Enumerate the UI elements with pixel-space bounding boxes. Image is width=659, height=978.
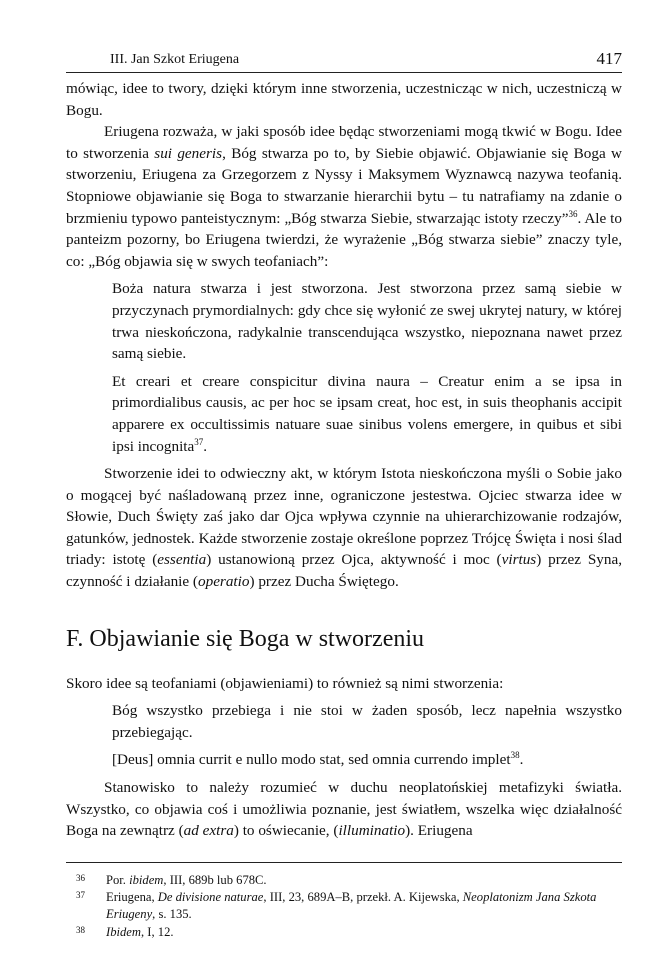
paragraph: Stworzenie idei to odwieczny akt, w którym Istota nieskończona myśli o Sobie jako o mogącej być naśladowaną przez inne, ograniczone jestestwa. Ojciec stwarza idee w Słowie, Duch Święty zaś jako dar Ojca wpływa czynnie na uhierarchizowanie rodzajów, gatunków, jednostek. Każde stworzenie zostaje określone poprzez Trójcę Święta i nosi ślad triady: istotę (essentia) ustanowioną przez Ojca, aktywność i moc (virtus) przez Syna, czynność i działanie (operatio) przez Ducha Świętego. — [66, 465, 623, 591]
block-quote: Bóg wszystko przebiega i nie stoi w żaden sposób, lecz napełnia wszystko przebiegając. — [112, 702, 622, 741]
footnotes — [66, 872, 622, 941]
block-quote-latin: [Deus] omnia currit e nullo modo stat, sed omnia currendo implet$^{38}$. — [112, 750, 524, 769]
paragraph: Eriugena rozważa, w jaki sposób idee będąc stworzeniami mogą tkwić w Bogu. Idee to stworzenia sui generis, Bóg stwarza po to, by Siebie objawić. Objawianie się Boga w stworzeniu, Eriugena za Grzegorzem z Nyssy i Maksymem Wyznawcą nazywa teofanią. Stopniowe objawianie się Boga to stwarzanie hierarchii bytu – tu natrafiamy na zdanie o brzmieniu typowo panteistycznym: „Bóg stwarza Siebie, stwarzając istoty rzeczy”$^{36}$. Ale to panteizm pozorny, bo Eriugena twierdzi, że wyrażenie „Bóg stwarza siebie” znaczy tyle, co: „Bóg objawia się w swych teofaniach”: — [66, 123, 623, 270]
running-title: III. Jan Szkot Eriugena — [110, 52, 240, 67]
paragraph: Stanowisko to należy rozumieć w duchu neoplatońskiej metafizyki światła. Wszystko, co objawia coś i umożliwia poznanie, jest światłem, wszelka więc działalność Boga na zewnątrz (ad extra) to oświecanie, (illuminatio). Eriugena — [66, 779, 622, 840]
main-text — [66, 78, 622, 842]
footnote — [66, 924, 622, 941]
block-quote-latin: Et creari et creare conspicitur divina naura – Creatur enim a se ipsa in primordialibus causis, ac per hoc se ipsam creat, hoc est, in suis theophanis accipit apparere ex occultissimis natuare suae sinibus volens emergere, in quibus et sibi ipsi incognita$^{37}$. — [112, 372, 622, 455]
footnote-number: 38 — [76, 924, 85, 935]
footnote-number: 37 — [76, 890, 85, 901]
paragraph: Skoro idee są teofaniami (objawieniami) to również są nimi stworzenia: — [66, 674, 504, 692]
footnote-text: Eriugena, De divisione naturae, III, 23, 689A–B, przekł. A. Kijewska, Neoplatonizm Jana Szkota Eriugeny, s. 135. — [106, 890, 597, 922]
footnote — [66, 872, 622, 889]
footnote-text: Por. ibidem, III, 689b lub 678C. — [106, 873, 267, 887]
footnote-divider — [66, 862, 622, 863]
footnote — [66, 889, 622, 923]
footnote-ref[interactable]: 37 — [194, 436, 204, 447]
running-header — [66, 50, 622, 73]
page-number: 417 — [596, 49, 622, 68]
block-quote: Boża natura stwarza i jest stworzona. Jest stworzona przez samą siebie w przyczynach prymordialnych: gdy chce się wyłonić ze swej ukrytej natury, w której trwa nieskończona, radykalnie transcendująca wszystko, niepoznana nawet przez samą siebie. — [112, 280, 622, 363]
section-heading: F. Objawianie się Boga w stworzeniu — [66, 625, 425, 652]
footnote-text: Ibidem, I, 12. — [106, 924, 174, 939]
paragraph: mówiąc, idee to twory, dzięki którym inne stworzenia, uczestnicząc w nich, uczestniczą w Bogu. — [66, 80, 622, 119]
footnote-ref[interactable]: 36 — [568, 208, 578, 219]
footnote-number: 36 — [76, 873, 85, 883]
footnote-ref[interactable]: 38 — [510, 750, 520, 761]
